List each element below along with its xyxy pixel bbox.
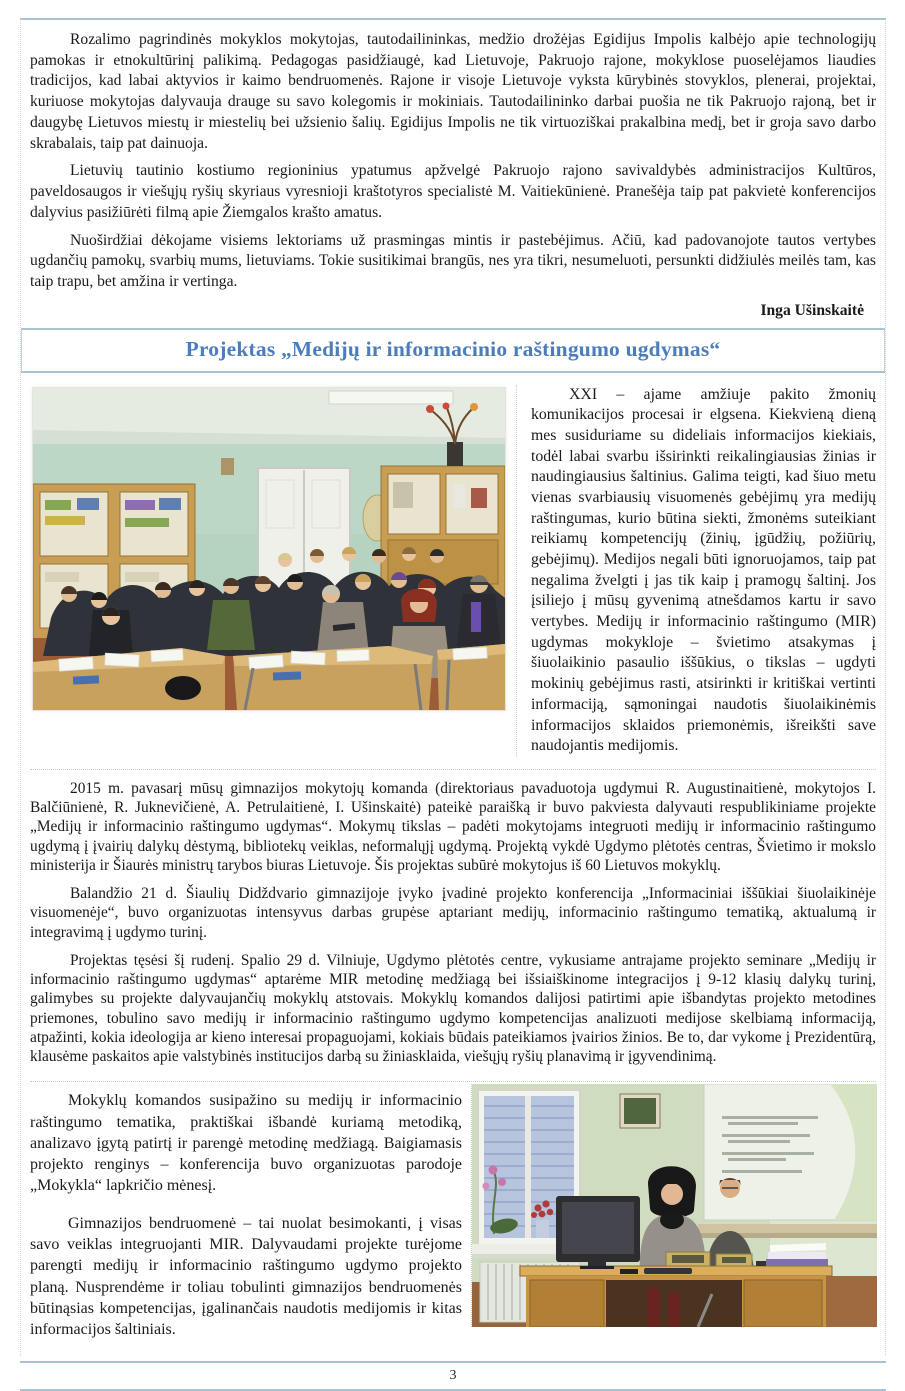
seminar-photo: [471, 1084, 877, 1327]
page-frame: [20, 18, 886, 1356]
author-signature: Inga Ušinskaitė: [760, 301, 864, 319]
paragraph: Projektas tęsėsi šį rudenį. Spalio 29 d. Vilniuje, Ugdymo plėtotės centre, vykusiame antrajame projekto seminare „Medijų ir informacinio raštingumo ugdymas“ aptarėme MIR metodinę medžiagą bei išsiaiškinome integracijos į 9-12 klasių dalykų turinį, galimybes su projekte dalyvaujančių mokyklų atstovais. Mokyklų komandos dalijosi patirtimi apie išbandytas projekto metodines priemones, tobulino savo medijų ir informacinio raštingumo ugdymo kompetencijas analizuoti medijose skelbiamą informaciją, atpažinti, kokia ideologija ar kieno interesai propaguojami, kokiais būdais pateikiamos įvairios žinios. Be to, dar vykome į Prezidentūrą, klausėme paskaitos apie valstybinės institucijos darbą su žiniasklaida, viešųjų ryšių planavimą ir įgyvendinimą.: [30, 951, 876, 1066]
paragraph: Lietuvių tautinio kostiumo regioninius ypatumus apžvelgė Pakruojo rajono savivaldybės administracijos Kultūros, paveldosaugos ir viešųjų ryšių skyriaus vyresnioji kraštotyros specialistė M. Vaitiekūnienė. Pranešėja taip pat pakvietė konferencijos dalyvius pasižiūrėti filmą apie Žiemgalos krašto amatus.: [30, 162, 876, 221]
paragraph: XXI – ajame amžiuje pakito žmonių komunikacijos procesai ir elgsena. Kiekvieną dieną mes susiduriame su dideliais informacijos kiekiais, todėl labai svarbu išsirinkti reikalingiausias žinias ir naudingiausius šaltinius. Galima teigti, kad šiuo metu vienas svarbiausių visuomenės gebėjimų yra medijų raštingumas, kurio būtina siekti, žmonėms suteikiant reikiamų kompetencijų (žinių, įgūdžių, požiūrių, gebėjimų). Medijos negali būti ignoruojamos, taip pat negalima žvelgti į jas tik kaip į pramogų šaltinį. Jos įsiliejo į mūsų gyvenimą atnešdamos kartu ir savo vertybes. Medijų ir informacinio raštingumo (MIR) ugdymas mokykloje – švietimo atsakymas į šiuolaikinio pasaulio iššūkius, o tikslas – ugdyti mokinių gebėjimus rasti, atsirinkti ir kritiškai vertinti informaciją, sąmoningai naudotis šiuolaikinėmis informacijos sklaidos priemonėmis, išreikšti save naudojantis medijomis.: [531, 385, 876, 755]
paragraph: Nuoširdžiai dėkojame visiems lektoriams už prasmingas mintis ir pastebėjimus. Ačiū, kad padovanojote tautos vertybes ugdančių pamokų, svarbių mums, lietuviams. Tokie susitikimai brangūs, nes yra tikri, nesumeluoti, persunkti didžiulės meilės tam, kas taip trapu, bet amžina ir vertinga.: [30, 231, 876, 291]
section-project-outcome: [30, 1082, 876, 1356]
project-intro-column: [516, 385, 876, 757]
section-project-activities: [30, 770, 876, 1083]
section-heading-box: [21, 328, 885, 373]
classroom-photo-illustration: [33, 388, 505, 710]
classroom-photo: [32, 387, 506, 711]
paragraph: Gimnazijos bendruomenė – tai nuolat besimokanti, į visas savo veiklas integruojanti MIR. Dalyvaudami projekte turėjome parengti medijų ir informacinio raštingumo ugdymo projekto planą. Nusprendėme ir toliau tobulinti gimnazijos bendruomenės būtinąsias kompetencijas, įgalinančais naudotis medijomis ir kitas informacijos šaltiniais.: [30, 1214, 462, 1339]
section-project-intro: [30, 385, 876, 770]
page-title: Projektas „Medijų ir informacinio raštingumo ugdymas“: [185, 336, 721, 361]
page-footer: [20, 1361, 886, 1391]
paragraph: Mokyklų komandos susipažino su medijų ir informacinio raštingumo tematika, praktiškai išbandė kuriamą metodiką, analizavo įgytą patirtį ir parengė metodinę medžiagą. Baigiamasis projekto renginys – konferencija buvo organizuotas parodoje „Mokykla“ lapkričio mėnesį.: [30, 1092, 462, 1195]
paragraph: Rozalimo pagrindinės mokyklos mokytojas, tautodailininkas, medžio drožėjas Egidijus Impolis kalbėjo apie technologijų pamokas ir etnokultūrinį palikimą. Pedagogas pasidžiaugė, kad Lietuvoje, Pakruojo rajone, mokyklose puoselėjamos liaudies tradicijos, kad labai aktyvios ir kaimo bendruomenės. Rajone ir visoje Lietuvoje vyksta kūrybinės stovyklos, plenerai, projektai, kuriuose mokytojas dalyvauja drauge su savo kolegomis ir mokiniais. Tautodailininko darbai puošia ne tik Pakruojo rajoną, bet ir daugybę Lietuvos miestų ir miestelių bei užsienio šalių. Egidijus Impolis ne tik virtuoziškai prakalbina medį, bet ir groja savo darbo skrabalais, taip pat dainuoja.: [30, 31, 876, 152]
paragraph: 2015 m. pavasarį mūsų gimnazijos mokytojų komanda (direktoriaus pavaduotoja ugdymui R. Augustinaitienė, mokytojos I. Balčiūnienė, R. Juknevičienė, A. Petrulaitienė, I. Ušinskaitė) pateikė paraišką ir buvo pakviesta dalyvauti respublikiniame projekte „Medijų ir informacinio raštingumo ugdymas“. Mokymų tikslas – padėti mokytojams integruoti medijų ir informacinio raštingumo ugdymą į įvairių dalykų dėstymą, bibliotekų veiklas, neformalųjį ugdymą. Projektą vykdė Ugdymo plėtotės centras, Švietimo ir mokslo ministerija ir Šiaurės ministrų tarybos biuras Lietuvoje. Šis projektas subūrė mokytojus iš 60 Lietuvos mokyklų.: [30, 779, 876, 874]
section-conference-summary: [30, 30, 876, 322]
seminar-photo-illustration: [472, 1084, 877, 1327]
paragraph: Balandžio 21 d. Šiaulių Didždvario gimnazijoje įvyko įvadinė projekto konferencija „Informaciniai iššūkiai šiuolaikinėje visuomenėje“, buvo organizuotas intensyvus darbas grupėse aptariant medijų, informacinio raštingumo tematiką, aktualumą ir integravimą į ugdymo turinį.: [30, 885, 876, 941]
page-number: 3: [449, 1368, 457, 1384]
project-outcome-column: [30, 1084, 462, 1356]
